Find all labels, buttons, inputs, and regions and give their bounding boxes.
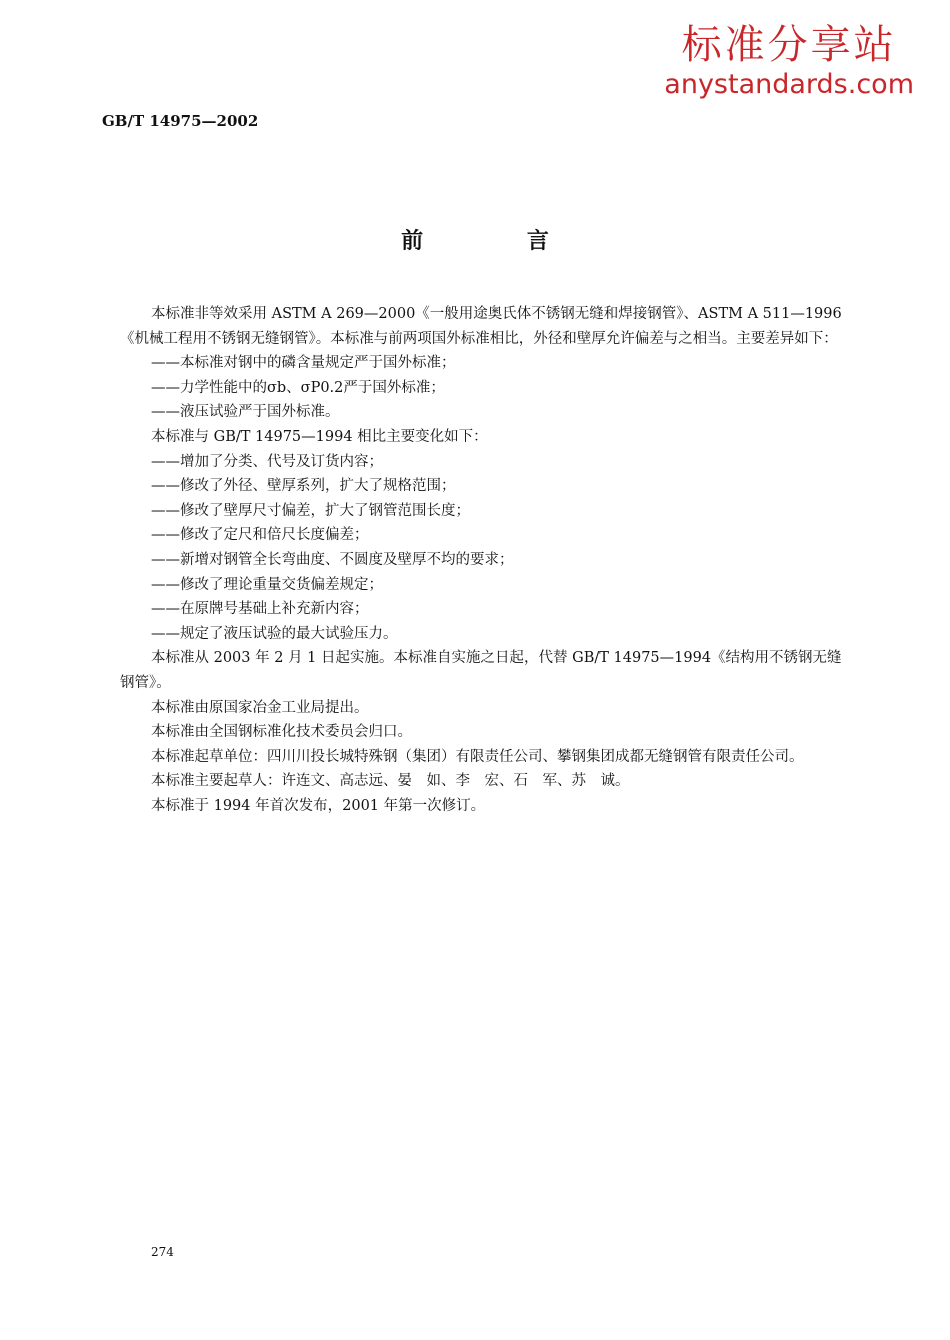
list-item: ——修改了理论重量交货偏差规定； xyxy=(151,576,383,593)
list-item: ——修改了壁厚尺寸偏差，扩大了钢管范围长度； xyxy=(151,502,470,519)
list-item: ——修改了定尺和倍尺长度偏差； xyxy=(151,527,369,544)
list-item: ——新增对钢管全长弯曲度、不圆度及壁厚不均的要求； xyxy=(151,551,514,568)
proposed-by-paragraph: 本标准由原国家冶金工业局提出。 xyxy=(151,699,369,716)
list-item: ——液压试验严于国外标准。 xyxy=(151,404,340,421)
list-item: ——力学性能中的σb、σP0.2严于国外标准； xyxy=(151,379,445,396)
centralized-by-paragraph: 本标准由全国钢标准化技术委员会归口。 xyxy=(151,724,412,741)
watermark-chinese-text: 标准分享站 xyxy=(681,22,897,68)
page-number: 274 xyxy=(151,1245,174,1259)
history-paragraph: 本标准于 1994 年首次发布，2001 年第一次修订。 xyxy=(151,797,486,814)
intro-paragraph: 本标准非等效采用 ASTM A 269—2000《一般用途奥氏体不锈钢无缝和焊接钢管》、ASTM A 511—1996《机械工程用不锈钢无缝钢管》。本标准与前两项国外标准相比，外径和壁厚允许偏差与之相当。主要差异如下： xyxy=(120,306,842,347)
list-item: ——增加了分类、代号及订货内容； xyxy=(151,453,383,470)
page-title: 前 言 xyxy=(401,228,597,254)
list-item: ——在原牌号基础上补充新内容； xyxy=(151,601,369,618)
standard-number: GB/T 14975—2002 xyxy=(102,112,259,130)
drafting-units-paragraph: 本标准起草单位：四川川投长城特殊钢（集团）有限责任公司、攀钢集团成都无缝钢管有限责任公司。 xyxy=(151,748,804,765)
drafters-paragraph: 本标准主要起草人：许连文、高志远、晏 如、李 宏、石 军、苏 诚。 xyxy=(151,773,630,790)
list-item: ——本标准对钢中的磷含量规定严于国外标准； xyxy=(151,355,456,372)
foreword-body xyxy=(120,302,846,818)
effective-date-paragraph: 本标准从 2003 年 2 月 1 日起实施。本标准自实施之日起，代替 GB/T 14975—1994《结构用不锈钢无缝钢管》。 xyxy=(120,650,842,691)
watermark xyxy=(664,22,914,100)
watermark-url: anystandards.com xyxy=(664,69,914,100)
list-item: ——规定了液压试验的最大试验压力。 xyxy=(151,625,398,642)
list-item: ——修改了外径、壁厚系列，扩大了规格范围； xyxy=(151,478,456,495)
changes-intro: 本标准与 GB/T 14975—1994 相比主要变化如下： xyxy=(151,428,488,445)
